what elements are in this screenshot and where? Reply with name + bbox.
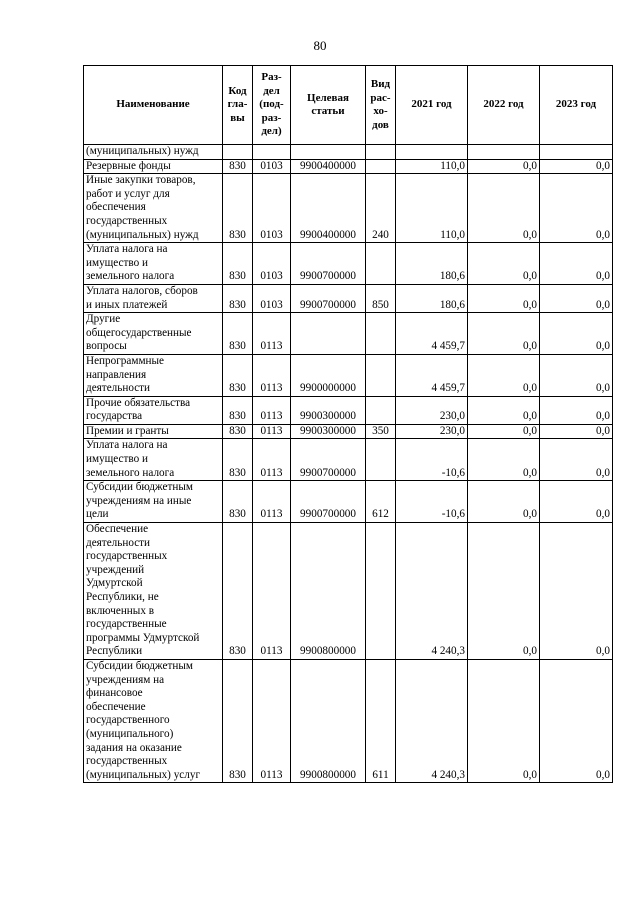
cell-vid: 850 xyxy=(366,284,396,312)
cell-y2022: 0,0 xyxy=(468,424,540,439)
table-row xyxy=(84,659,613,782)
cell-y2021: 230,0 xyxy=(396,424,468,439)
cell-glava: 830 xyxy=(223,284,253,312)
cell-y2022: 0,0 xyxy=(468,284,540,312)
col-header-glava: Код гла-вы xyxy=(223,66,253,145)
cell-y2022: 0,0 xyxy=(468,659,540,782)
cell-vid: 350 xyxy=(366,424,396,439)
cell-y2022: 0,0 xyxy=(468,174,540,243)
cell-razdel: 0113 xyxy=(253,424,291,439)
cell-statya: 9900400000 xyxy=(291,159,366,174)
cell-y2023: 0,0 xyxy=(540,159,613,174)
col-header-2022: 2022 год xyxy=(468,66,540,145)
header-row xyxy=(84,66,613,145)
table-row xyxy=(84,396,613,424)
cell-y2021: -10,6 xyxy=(396,481,468,523)
cell-y2023: 0,0 xyxy=(540,243,613,285)
col-header-statya: Целевая статьи xyxy=(291,66,366,145)
table-row xyxy=(84,159,613,174)
cell-y2021: 230,0 xyxy=(396,396,468,424)
cell-statya: 9900000000 xyxy=(291,354,366,396)
cell-y2022 xyxy=(468,145,540,160)
cell-statya: 9900800000 xyxy=(291,523,366,660)
cell-glava: 830 xyxy=(223,439,253,481)
col-header-name: Наименование xyxy=(84,66,223,145)
cell-statya xyxy=(291,145,366,160)
cell-glava: 830 xyxy=(223,313,253,355)
cell-vid: 612 xyxy=(366,481,396,523)
cell-name: Непрограммные направления деятельности xyxy=(84,354,223,396)
cell-y2023: 0,0 xyxy=(540,481,613,523)
cell-y2023: 0,0 xyxy=(540,439,613,481)
cell-vid xyxy=(366,145,396,160)
cell-y2022: 0,0 xyxy=(468,243,540,285)
cell-y2023: 0,0 xyxy=(540,284,613,312)
cell-name: Уплата налога на имущество и земельного налога xyxy=(84,439,223,481)
cell-y2021: 180,6 xyxy=(396,243,468,285)
cell-name: Другие общегосударственные вопросы xyxy=(84,313,223,355)
cell-vid xyxy=(366,396,396,424)
cell-y2023: 0,0 xyxy=(540,174,613,243)
cell-name: (муниципальных) нужд xyxy=(84,145,223,160)
cell-y2021: 180,6 xyxy=(396,284,468,312)
cell-y2023: 0,0 xyxy=(540,424,613,439)
cell-vid xyxy=(366,354,396,396)
cell-y2022: 0,0 xyxy=(468,523,540,660)
table-row xyxy=(84,481,613,523)
cell-glava: 830 xyxy=(223,174,253,243)
cell-razdel: 0103 xyxy=(253,284,291,312)
cell-vid: 611 xyxy=(366,659,396,782)
cell-glava xyxy=(223,145,253,160)
cell-razdel: 0113 xyxy=(253,523,291,660)
cell-razdel: 0113 xyxy=(253,439,291,481)
cell-statya: 9900700000 xyxy=(291,284,366,312)
cell-name: Резервные фонды xyxy=(84,159,223,174)
page-number: 80 xyxy=(313,38,327,53)
cell-glava: 830 xyxy=(223,523,253,660)
cell-name: Субсидии бюджетным учреждениям на финансовое обеспечение государственного (муниципального) задания на оказание государственных (муниципальных) услуг xyxy=(84,659,223,782)
col-header-vid: Вид рас-хо-дов xyxy=(366,66,396,145)
cell-razdel: 0103 xyxy=(253,174,291,243)
cell-y2021: -10,6 xyxy=(396,439,468,481)
cell-glava: 830 xyxy=(223,424,253,439)
table-row xyxy=(84,439,613,481)
cell-y2021: 110,0 xyxy=(396,174,468,243)
cell-y2022: 0,0 xyxy=(468,439,540,481)
cell-y2023: 0,0 xyxy=(540,354,613,396)
table-row xyxy=(84,243,613,285)
cell-name: Премии и гранты xyxy=(84,424,223,439)
cell-vid: 240 xyxy=(366,174,396,243)
cell-name: Уплата налогов, сборов и иных платежей xyxy=(84,284,223,312)
cell-y2022: 0,0 xyxy=(468,396,540,424)
cell-y2022: 0,0 xyxy=(468,313,540,355)
col-header-2021: 2021 год xyxy=(396,66,468,145)
cell-name: Иные закупки товаров, работ и услуг для обеспечения государственных (муниципальных) нужд xyxy=(84,174,223,243)
col-header-razdel: Раз-дел (под-раз-дел) xyxy=(253,66,291,145)
table-row xyxy=(84,354,613,396)
cell-razdel: 0113 xyxy=(253,659,291,782)
cell-statya: 9900700000 xyxy=(291,481,366,523)
cell-y2023: 0,0 xyxy=(540,659,613,782)
cell-razdel: 0113 xyxy=(253,481,291,523)
cell-y2021: 4 459,7 xyxy=(396,354,468,396)
cell-name: Уплата налога на имущество и земельного налога xyxy=(84,243,223,285)
cell-y2023: 0,0 xyxy=(540,523,613,660)
cell-statya: 9900700000 xyxy=(291,243,366,285)
budget-table xyxy=(83,65,613,783)
table-row xyxy=(84,174,613,243)
cell-razdel xyxy=(253,145,291,160)
table-row xyxy=(84,145,613,160)
cell-glava: 830 xyxy=(223,159,253,174)
cell-statya: 9900300000 xyxy=(291,396,366,424)
cell-statya xyxy=(291,313,366,355)
cell-razdel: 0113 xyxy=(253,396,291,424)
cell-y2021 xyxy=(396,145,468,160)
cell-glava: 830 xyxy=(223,243,253,285)
cell-vid xyxy=(366,313,396,355)
cell-y2021: 4 459,7 xyxy=(396,313,468,355)
cell-name: Субсидии бюджетным учреждениям на иные цели xyxy=(84,481,223,523)
cell-glava: 830 xyxy=(223,481,253,523)
table-row xyxy=(84,284,613,312)
cell-y2021: 4 240,3 xyxy=(396,523,468,660)
cell-statya: 9900800000 xyxy=(291,659,366,782)
col-header-2023: 2023 год xyxy=(540,66,613,145)
cell-glava: 830 xyxy=(223,659,253,782)
cell-razdel: 0113 xyxy=(253,313,291,355)
cell-name: Прочие обязательства государства xyxy=(84,396,223,424)
cell-y2023 xyxy=(540,145,613,160)
table-row xyxy=(84,523,613,660)
table-row xyxy=(84,424,613,439)
cell-statya: 9900400000 xyxy=(291,174,366,243)
cell-statya: 9900300000 xyxy=(291,424,366,439)
cell-glava: 830 xyxy=(223,396,253,424)
cell-razdel: 0103 xyxy=(253,159,291,174)
cell-razdel: 0113 xyxy=(253,354,291,396)
cell-statya: 9900700000 xyxy=(291,439,366,481)
cell-vid xyxy=(366,159,396,174)
cell-y2022: 0,0 xyxy=(468,159,540,174)
cell-y2023: 0,0 xyxy=(540,313,613,355)
cell-y2021: 110,0 xyxy=(396,159,468,174)
cell-razdel: 0103 xyxy=(253,243,291,285)
cell-y2022: 0,0 xyxy=(468,481,540,523)
cell-y2021: 4 240,3 xyxy=(396,659,468,782)
cell-glava: 830 xyxy=(223,354,253,396)
cell-y2023: 0,0 xyxy=(540,396,613,424)
cell-vid xyxy=(366,523,396,660)
cell-vid xyxy=(366,439,396,481)
cell-y2022: 0,0 xyxy=(468,354,540,396)
cell-name: Обеспечение деятельности государственных учреждений Удмуртской Республики, не включенных в государственные программы Удмуртской Республики xyxy=(84,523,223,660)
cell-vid xyxy=(366,243,396,285)
table-row xyxy=(84,313,613,355)
